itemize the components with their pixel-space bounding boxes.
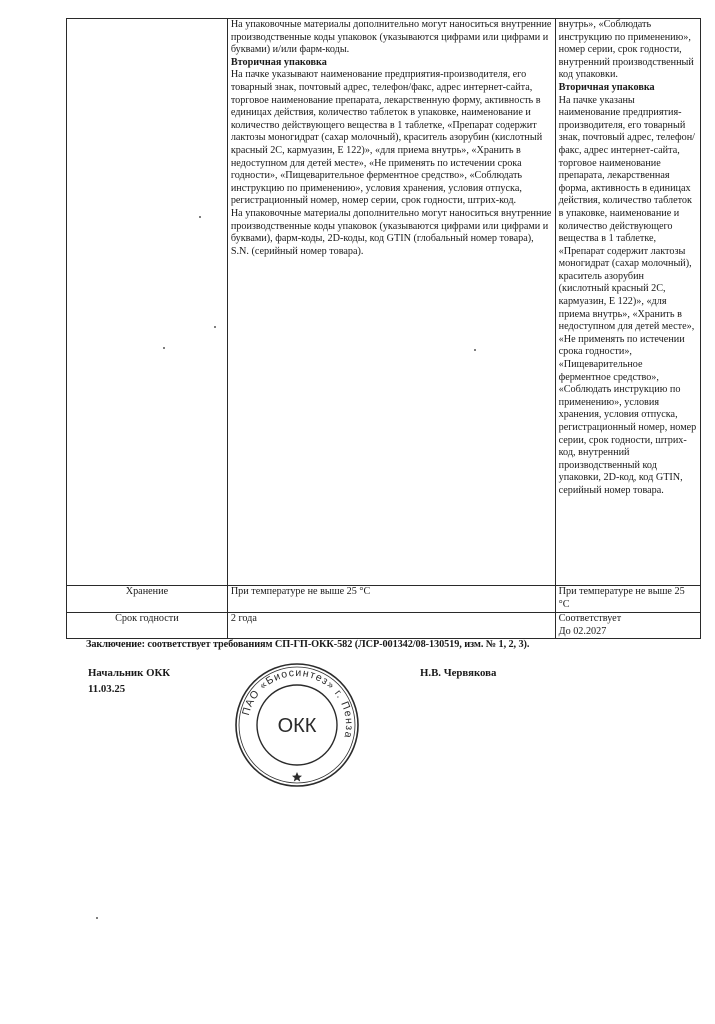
requirement-text-body: На пачке указывают наименование предприятия-производителя, его товарный знак, почтовый адрес, телефон/факс, адрес интернет-сайта, торговое наименование препарата, лекарственную форму, активность в единицах действия, количество таблеток в упаковке, наименование и количество действующего вещества в 1 таблетке, «Препарат содержит лактозы моногидрат (сахар молочный), краситель азорубин (кислотный красный 2С, кармуазин, Е 122)», «для приема внутрь», «Хранить в недоступном для детей месте», «Не применять по истечении срока годности», «Пищеварительное ферментное средство», «Соблюдать инструкцию по применению», условия хранения, условия отпуска, регистрационный номер, номер серии, срок годности, штрих-код. (230, 69, 543, 207)
storage-requirement: При температуре не выше 25 °С (227, 586, 555, 613)
stamp-center-text: ОКК (277, 715, 317, 737)
okk-stamp (232, 660, 362, 790)
star-icon (292, 772, 302, 782)
table-cell-empty (67, 19, 228, 586)
storage-label: Хранение (67, 586, 228, 613)
requirement-heading: Вторичная упаковка (230, 56, 327, 68)
table-row (67, 19, 701, 586)
shelf-life-result-line2: До 02.2027 (558, 625, 607, 637)
table-cell-result (555, 19, 700, 586)
signature-date: 11.03.25 (88, 683, 126, 695)
shelf-life-result-line1: Соответствует (558, 613, 622, 624)
table-cell-requirement (227, 19, 555, 586)
table-row (67, 613, 701, 639)
signatory-title: Начальник ОКК (88, 667, 171, 679)
shelf-life-label: Срок годности (67, 613, 228, 639)
table-row (67, 586, 701, 613)
storage-result: При температуре не выше 25 °С (555, 586, 700, 613)
shelf-life-requirement: 2 года (227, 613, 555, 639)
result-text-top: внутрь», «Соблюдать инструкцию по применению», номер серии, срок годности, внутренний производственный код упаковки. (558, 19, 694, 81)
requirement-text-top: На упаковочные материалы дополнительно могут наноситься внутренние производственные коды упаковок (указываются цифрами или цифрами и буквами) и/или фарм-коды. (230, 19, 552, 56)
result-heading: Вторичная упаковка (558, 81, 655, 93)
specification-table (66, 18, 701, 639)
conclusion-text: Заключение: соответствует требованиям СП-ГП-ОКК-582 (ЛСР-001342/08-130519, изм. № 1, 2, 3). (86, 639, 530, 650)
requirement-text-bottom: На упаковочные материалы дополнительно могут наноситься внутренние производственные коды упаковок (указываются цифрами или цифрами и буквами), фарм-коды, 2D-коды, код GTIN (глобальный номер товара), S.N. (серийный номер товара). (230, 207, 552, 257)
result-text-body: На пачке указаны наименование предприятия-производителя, его товарный знак, почтовый адрес, телефон/факс, адрес интернет-сайта, торговое наименование препарата, лекарственная форма, активность в единицах действия, количество таблеток в упаковке, наименование и количество действующего вещества в 1 таблетке, «Препарат содержит лактозы моногидрат (сахар молочный), краситель азорубин (кислотный красный 2С, кармуазин, Е 122)», «для приема внутрь», «Хранить в недоступном для детей месте», «Не применять по истечении срока годности», «Пищеварительное ферментное средство», «Соблюдать инструкцию по применению», условия хранения, условия отпуска, регистрационный номер, номер серии, срок годности, штрих-код, внутренний производственный код упаковки, 2D-код, код GTIN, серийный номер товара. (558, 94, 697, 496)
shelf-life-result (555, 613, 700, 639)
stamp-ring-text: ПАО «Биосинтез» г. Пенза (240, 666, 356, 740)
signatory-name: Н.В. Червякова (420, 667, 497, 679)
